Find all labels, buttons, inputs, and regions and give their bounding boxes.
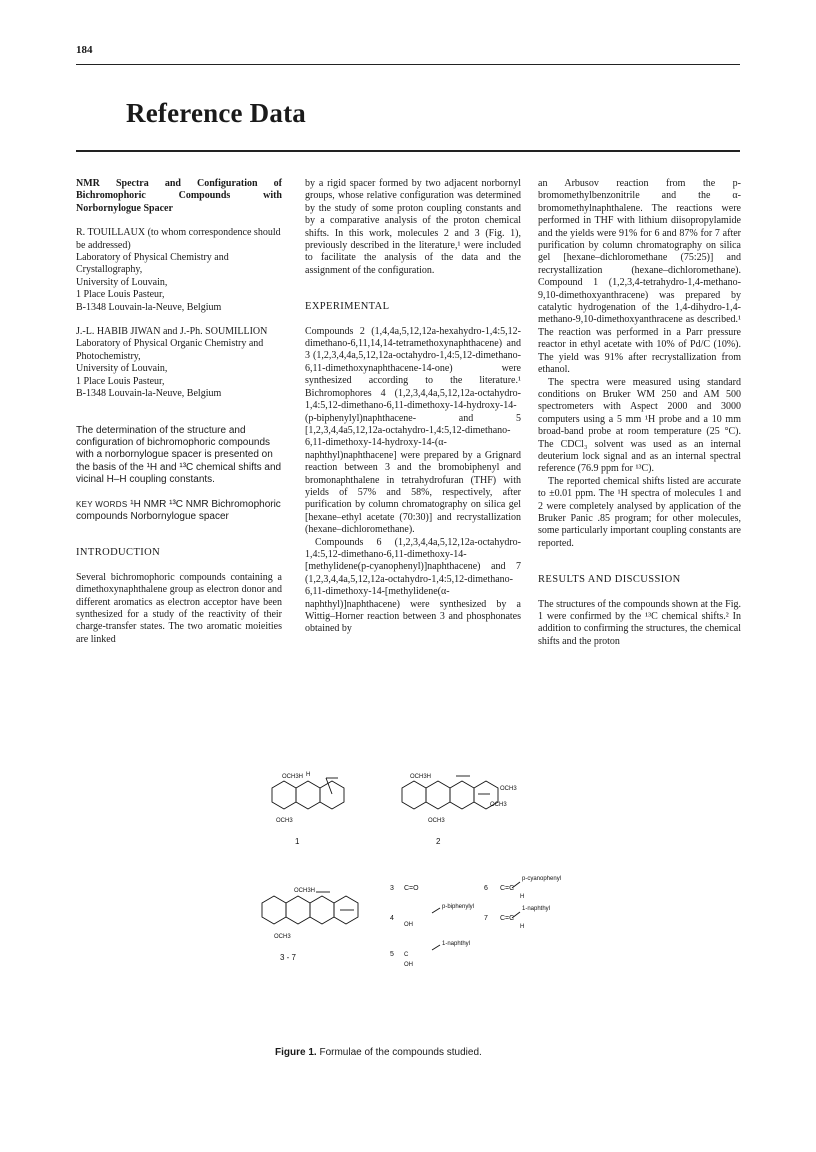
ring-2c: [450, 781, 474, 809]
compound-label-3-7: 3 - 7: [280, 953, 297, 962]
label-h: H: [520, 924, 525, 930]
ring-1a: [272, 781, 296, 809]
label-cyanophenyl: p-cyanophenyl: [522, 876, 562, 882]
paragraph: The structures of the compounds shown at the Fig. 1 were confirmed by the ¹³C chemical shifts.² In addition to confirming the structures, the chemical shifts and the proton: [538, 598, 741, 647]
label-biphenyl: p-biphenylyl: [442, 904, 475, 910]
introduction-heading: INTRODUCTION: [76, 547, 161, 559]
authors-block: [76, 227, 282, 400]
paragraph: Compounds 2 (1,4,4a,5,12,12a-hexahydro-1,4:5,12-dimethano-6,11,14,14-tetramethoxynaphthacene) and 3 (1,2,3,4,4a,5,12,12a-octahydro-1,4:5,12-dimethano-6,11-dimethoxynaphthacene-14-one) were synthesized according to the literature.¹ Bichromophores 4 (1,2,3,4,4a,5,12,12a-octahydro-1,4:5,12-dimethano-6,11-dimethoxy-14-hydroxy-14-(p-biphenylyl)naphthacene- and 5 [1,2,3,4,4a5,12,12a-octahydro-1,4:5,12-dimethano-6,11-dimethoxy-14-hydroxy-14-(α-naphthyl)naphthacene] were prepared by a Grignard reaction between 3 and the bromobiphenyl and bromonaphthalene in tetrahydrofuran (THF) with yields of 57% and 58%, respectively, after purification by column chromatography on silica gel [hexane–ethyl acetate (70:30)] and recrystallization (hexane–dichloromethane).: [305, 325, 521, 536]
label-och3: OCH3: [428, 818, 445, 824]
paragraph: The reported chemical shifts listed are accurate to ±0.01 ppm. The ¹H spectra of molecules 1 and 2 were completely analysed by application of the Bruker Panic .85 program; for other molecules, some particularly important coupling constants are reported.: [538, 475, 741, 549]
results-heading: RESULTS AND DISCUSSION: [538, 574, 681, 586]
section-heading: Reference Data: [126, 98, 306, 128]
label-naphthyl: 1-naphthyl: [522, 906, 551, 912]
affiliation-1-line: Laboratory of Physical Chemistry and Crystallography,: [76, 252, 229, 276]
label-och3h: OCH3H: [410, 774, 432, 780]
ring-1b: [296, 781, 320, 809]
affiliation-2-line: University of Louvain,: [76, 363, 168, 375]
keywords-label: KEY WORDS: [76, 499, 128, 509]
label-och3h: OCH3H: [294, 888, 316, 894]
affiliation-2-line: Laboratory of Physical Organic Chemistry and Photochemistry,: [76, 338, 264, 362]
compound-number-6: 6: [484, 885, 488, 892]
label-och3: OCH3: [274, 934, 291, 940]
abstract: The determination of the structure and configuration of bichromophoric compounds with a norbornylogue spacer is presented on the basis of the ¹H and ¹³C chemical shifts and vicinal H–H coupling constants.: [76, 424, 282, 486]
article-title: NMR Spectra and Configuration of Bichromophoric Compounds with Norbornylogue Spacer: [76, 178, 282, 214]
label-och3h: OCH3H: [282, 774, 304, 780]
author-1: R. TOUILLAUX (to whom correspondence should be addressed): [76, 227, 281, 251]
compound-number-4: 4: [390, 915, 394, 922]
top-rule: [76, 64, 740, 65]
label-naphthyl: 1-naphthyl: [442, 941, 471, 947]
ring-3b: [286, 896, 310, 924]
ring-2b: [426, 781, 450, 809]
keywords-list: ¹H NMR ¹³C NMR Bichromophoric compounds Norbornylogue spacer: [76, 498, 281, 522]
compound-number-3: 3: [390, 885, 394, 892]
affiliation-1-line: 1 Place Louis Pasteur,: [76, 289, 165, 301]
keywords: [76, 499, 282, 524]
label-och3: OCH3: [500, 786, 517, 792]
figure-1-structures: [250, 770, 590, 1030]
page-number: 184: [76, 44, 93, 56]
figure-caption-label: Figure 1.: [275, 1047, 317, 1058]
experimental-heading: EXPERIMENTAL: [305, 301, 390, 313]
author-2: J.-L. HABIB JIWAN and J.-Ph. SOUMILLION: [76, 326, 268, 338]
affiliation-2-line: B-1348 Louvain-la-Neuve, Belgium: [76, 388, 222, 400]
paragraph: The spectra were measured using standard conditions on Bruker WM 250 and AM 500 spectrometers with Aspect 2000 and 3000 computers using a 5 mm ¹H probe and a 10 mm broad-band probe at room temperature (25 °C). The CDCl₃ solvent was used as an internal deuterium lock signal and as an internal spectral reference (76.9 ppm for ¹³C).: [538, 376, 741, 475]
compound-label-2: 2: [436, 837, 441, 846]
figure-caption-text: Formulae of the compounds studied.: [319, 1047, 482, 1058]
compound-number-5: 5: [390, 951, 394, 958]
figure-caption: [275, 1047, 482, 1058]
affiliation-1-line: B-1348 Louvain-la-Neuve, Belgium: [76, 301, 222, 313]
label-c-eq: C=C: [500, 915, 515, 922]
ring-1c: [320, 781, 344, 809]
label-och3: OCH3: [490, 802, 507, 808]
ring-3c: [310, 896, 334, 924]
label-oh: OH: [404, 922, 413, 928]
column-3: [538, 178, 741, 648]
label-h: H: [306, 772, 311, 778]
label-oh: OH: [404, 962, 413, 968]
affiliation-1-line: University of Louvain,: [76, 276, 168, 288]
introduction-paragraph: Several bichromophoric compounds containing a dimethoxynaphthalene group as electron donor and different aromatics as electron acceptor have been synthesized for a study of the reactivity of their charge-transfer states. The two aromatic moieities are linked: [76, 571, 282, 645]
heading-rule: [76, 150, 740, 152]
ring-2a: [402, 781, 426, 809]
paragraph: by a rigid spacer formed by two adjacent norbornyl groups, whose relative configuration was determined by the study of some proton coupling constants and by a comparative analysis of the proton chemical shifts. In this work, molecules 2 and 3 (Fig. 1), previously described in the literature,¹ were included to facilitate the analysis of the data and the assignment of the configuration.: [305, 178, 521, 276]
label-c: C: [404, 952, 409, 958]
ring-3a: [262, 896, 286, 924]
column-1: [76, 178, 282, 646]
affiliation-2-line: 1 Place Louis Pasteur,: [76, 375, 165, 387]
compound-label-1: 1: [295, 837, 300, 846]
paragraph: an Arbusov reaction from the p-bromomethylbenzonitrile and the α-bromomethylnaphthalene. The reactions were performed in THF with lithium diisopropylamide and the yields were 91% for 6 and 87% for 7 after purification by column chromatography on silica gel [hexane–dichloromethane (75:25)] and recrystallization (hexane–dichloromethane). Compound 1 (1,2,3,4-tetrahydro-1,4-methano-9,10-dimethoxyanthracene) was prepared by catalytic hydrogenation of the 1,4-dihydro-1,4-methano-9,10-dimethoxyanthracene as described.¹ The reaction was performed in a Parr pressure reactor in ethyl acetate with 10% of Pd/C (10%). The yield was 91% after recrystallization from ethanol.: [538, 178, 741, 376]
label-c-eq: C=C: [500, 885, 515, 892]
label-co: C=O: [404, 885, 419, 892]
column-2: [305, 178, 521, 636]
paragraph: Compounds 6 (1,2,3,4,4a,5,12,12a-octahydro-1,4:5,12-dimethano-6,11-dimethoxy-14-[methylidene(p-cyanophenyl)]naphthacene) and 7 (1,2,3,4,4a,5,12,12a-octahydro-1,4:5,12-dimethano-6,11-dimethoxy-14-[methylidene(α-naphthyl)]naphthacene) were synthesized by a Wittig–Horner reaction between 3 and phosphonates obtained by: [305, 536, 521, 635]
label-och3: OCH3: [276, 818, 293, 824]
compound-number-7: 7: [484, 915, 488, 922]
label-h: H: [520, 894, 525, 900]
